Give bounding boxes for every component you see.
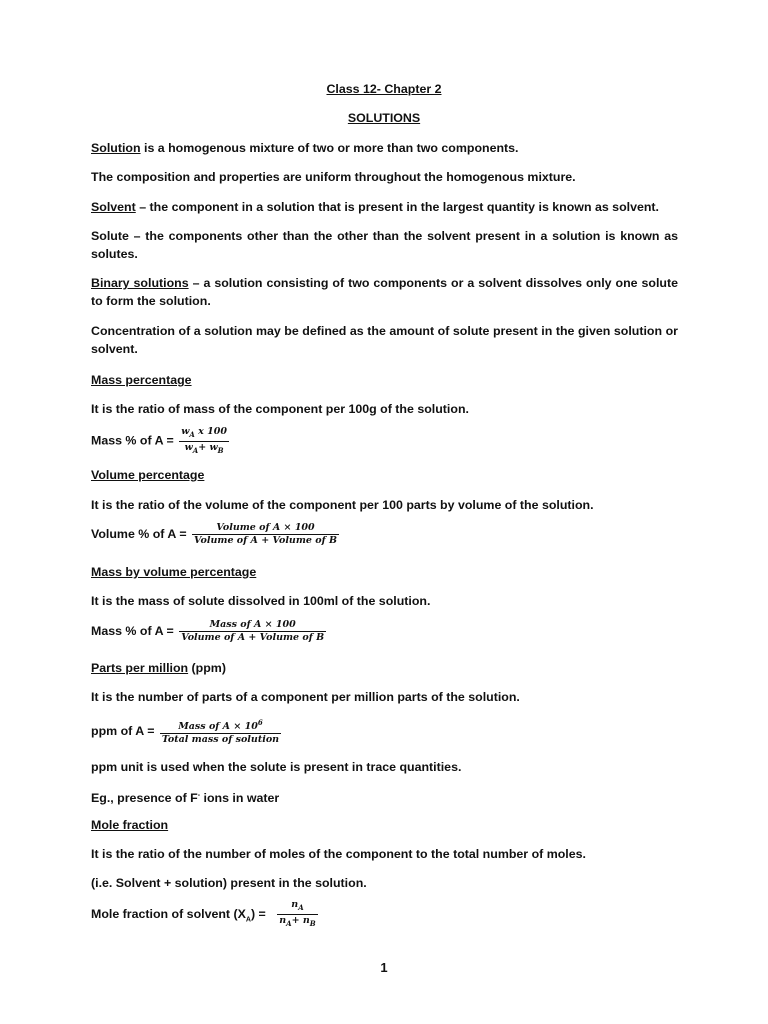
mole-fraction-desc: It is the ratio of the number of moles of the component to the total number of moles. (91, 847, 586, 861)
concentration-definition: Concentration of a solution may be defined as the amount of solute present in the given solution or solvent. (91, 324, 678, 356)
ppm-heading-suffix: (ppm) (188, 661, 226, 675)
mass-percentage-heading: Mass percentage (91, 373, 192, 387)
ppm-desc: It is the number of parts of a component per million parts of the solution. (91, 690, 520, 704)
mole-fraction-heading: Mole fraction (91, 818, 169, 832)
mass-volume-heading: Mass by volume percentage (91, 565, 257, 579)
mass-percentage-denominator: $w_A+ w_B$ (184, 441, 224, 455)
mass-volume-denominator: Volume of A + Volume of B (181, 632, 325, 643)
binary-solutions-text: – a solution consisting of two components or a solvent dissolves only one solute to form the solution. (91, 276, 678, 308)
mass-percentage-formula (91, 426, 229, 457)
mass-volume-numerator: Mass of A × 100 (179, 619, 326, 632)
volume-percentage-heading: Volume percentage (91, 468, 205, 482)
solution-definition (91, 139, 519, 157)
mass-percentage-numerator: $w_A$ x 100 (179, 426, 229, 442)
mass-percentage-fraction (179, 426, 229, 457)
class-title: Class 12- Chapter 2 (326, 82, 442, 96)
ppm-heading-term: Parts per million (91, 661, 189, 675)
solution-text: is a homogenous mixture of two or more than two components. (140, 141, 519, 155)
solution-term: Solution (91, 141, 141, 155)
mass-percentage-label: Mass % of A = (91, 433, 174, 448)
solvent-definition (91, 198, 659, 216)
solute-definition: Solute – the components other than the other than the solvent present in a solution is known as solutes. (91, 229, 678, 261)
ppm-note: ppm unit is used when the solute is present in trace quantities. (91, 760, 462, 774)
mole-fraction-formula (91, 899, 318, 930)
ppm-fraction (160, 717, 281, 746)
mass-percentage-desc: It is the ratio of mass of the component per 100g of the solution. (91, 402, 469, 416)
solvent-text: – the component in a solution that is present in the largest quantity is known as solvent. (135, 200, 660, 214)
volume-percentage-fraction (192, 522, 339, 547)
composition-text: The composition and properties are uniform throughout the homogenous mixture. (91, 170, 576, 184)
volume-percentage-denominator: Volume of A + Volume of B (194, 535, 337, 546)
mole-fraction-denominator: $n_A+ n_B$ (279, 914, 316, 928)
ppm-example: Eg., presence of F- ions in water (91, 791, 280, 806)
mole-fraction-desc2: (i.e. Solvent + solution) present in the solution. (91, 876, 367, 890)
binary-solutions-definition (91, 274, 678, 310)
ppm-formula (91, 717, 281, 746)
ppm-numerator: Mass of $A \times 10^6$ (160, 717, 281, 734)
mole-fraction-numerator: $n_A$ (277, 899, 317, 915)
solvent-term: Solvent (91, 200, 136, 214)
volume-percentage-label: Volume % of A = (91, 526, 187, 541)
mole-fraction-fraction (277, 899, 317, 930)
mass-volume-fraction (179, 619, 326, 644)
page-number: 1 (380, 960, 388, 975)
mass-volume-desc: It is the mass of solute dissolved in 100ml of the solution. (91, 594, 431, 608)
mole-fraction-label: Mole fraction of solvent $(X_A)$ = (91, 906, 266, 924)
volume-percentage-desc: It is the ratio of the volume of the component per 100 parts by volume of the solution. (91, 498, 594, 512)
binary-solutions-term: Binary solutions (91, 276, 189, 290)
document-title: SOLUTIONS (347, 111, 421, 125)
ppm-label: ppm of A = (91, 723, 155, 738)
volume-percentage-formula (91, 522, 339, 547)
mass-volume-formula (91, 619, 326, 644)
volume-percentage-numerator: Volume of A × 100 (192, 522, 339, 535)
mass-volume-label: Mass % of A = (91, 623, 174, 638)
ppm-heading (91, 659, 226, 677)
ppm-denominator: Total mass of solution (161, 734, 280, 746)
